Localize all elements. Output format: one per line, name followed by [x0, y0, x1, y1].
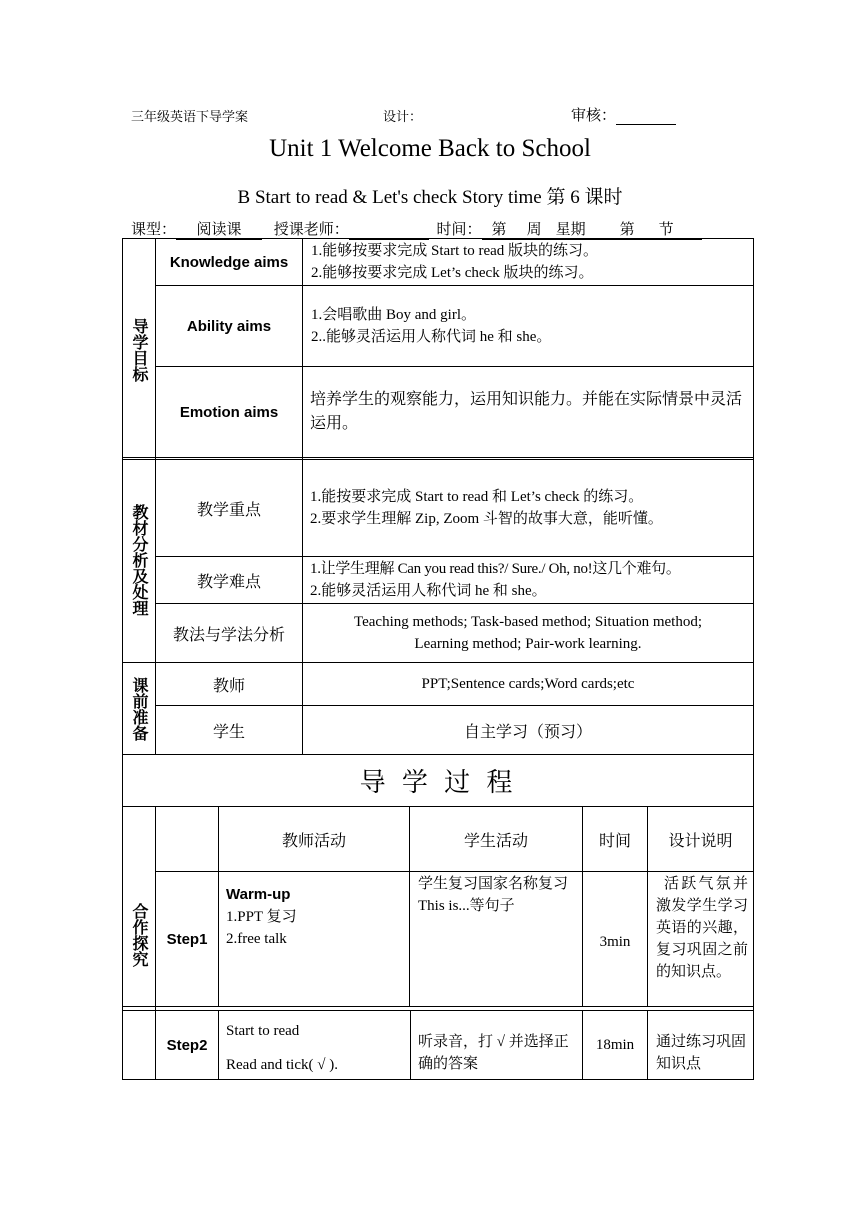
time-label: 时间：: [436, 222, 482, 238]
knowledge-aim-2: 2.能够按要求完成 Let’s check 版块的练习。: [311, 265, 594, 281]
methods-line-2: Learning method; Pair-work learning.: [414, 636, 642, 652]
knowledge-aim-1: 1.能够按要求完成 Start to read 版块的练习。: [311, 243, 599, 259]
step2-student-text: 听录音，打 √ 并选择正确的答案: [418, 1034, 569, 1072]
step1-teacher-line2: 2.free talk: [226, 931, 287, 947]
type-label: 课型：: [131, 222, 177, 238]
emotion-aim-text: 培养学生的观察能力，运用知识能力。并能在实际情景中灵活运用。: [310, 391, 743, 432]
doc-grade: 三年级英语下导学案: [131, 109, 249, 124]
prep-teacher-value: PPT;Sentence cards;Word cards;etc: [421, 675, 635, 692]
step2-note-text: 通过练习巩固知识点: [656, 1034, 747, 1072]
step1-note-text: 活跃气氛并激发学生学习英语的兴趣，复习巩固之前的知识点。: [656, 876, 748, 980]
week-suffix: 周: [526, 222, 542, 238]
key-points-label: 教学重点: [196, 501, 261, 519]
ability-aim-1: 1.会唱歌曲 Boy and girl。: [311, 307, 476, 323]
design-label: 设计：: [383, 109, 423, 124]
step1-teacher-line1: 1.PPT 复习: [226, 909, 297, 925]
col-student-activity: 学生活动: [463, 832, 528, 850]
col-time: 时间: [598, 832, 631, 850]
prep-section-text: 课前准备: [130, 676, 149, 741]
prep-student-label: 学生: [212, 723, 245, 741]
step1-teacher-activity: [226, 884, 406, 1004]
difficult-points-label: 教学难点: [196, 573, 261, 591]
prep-student-value: 自主学习（预习）: [463, 723, 592, 741]
step2-teacher-line2: Read and tick( √ ).: [226, 1057, 338, 1073]
emotion-aims-content: [310, 367, 750, 457]
methods-content: [303, 604, 753, 662]
aims-section-label: [123, 300, 155, 400]
page-subtitle: B Start to read & Let's check Story time 第 6 课时: [237, 187, 623, 208]
weekday: 星期: [555, 222, 586, 238]
step2-label: Step2: [166, 1036, 208, 1054]
review-blank: [616, 110, 676, 125]
col-teacher-activity: 教师活动: [281, 832, 346, 850]
knowledge-aims-content: [311, 239, 751, 285]
step1-student-text: 学生复习国家名称复习 This is...等句子: [418, 876, 569, 914]
process-section-label: [123, 880, 155, 990]
week-prefix: 第: [491, 222, 507, 238]
difficult-point-2: 2.能够灵活运用人称代词 he 和 she。: [310, 583, 547, 599]
prep-section-label: [123, 663, 155, 754]
step1-student-activity: [418, 873, 578, 993]
lesson-meta: [131, 218, 702, 240]
knowledge-aims-label: Knowledge aims: [169, 253, 289, 271]
methods-label: 教法与学法分析: [172, 626, 285, 644]
difficult-points-content: [310, 557, 753, 603]
step1-design-note: [656, 873, 748, 1007]
ability-aims-label: Ability aims: [186, 317, 272, 335]
step1-label: Step1: [166, 930, 208, 948]
time-blank: [482, 218, 702, 240]
aims-section-text: 导学目标: [130, 318, 149, 382]
emotion-aims-label: Emotion aims: [179, 403, 279, 421]
review-label: 审核：: [571, 108, 617, 124]
process-heading: 导 学 过 程: [359, 768, 517, 798]
key-point-2: 2.要求学生理解 Zip, Zoom 斗智的故事大意，能听懂。: [310, 511, 663, 527]
step1-time: 3min: [599, 933, 631, 950]
page-title: Unit 1 Welcome Back to School: [269, 135, 591, 162]
step2-student-activity: [418, 1031, 580, 1079]
prep-teacher-label: 教师: [212, 677, 245, 695]
col-design-note: 设计说明: [668, 832, 733, 850]
difficult-point-1: 1.让学生理解 Can you read this?/ Sure./ Oh, no!这几个难句。: [310, 561, 681, 577]
process-section-text: 合作探究: [130, 903, 149, 967]
step2-design-note: [656, 1031, 748, 1079]
materials-section-label: [123, 480, 155, 640]
teacher-label: 授课老师：: [273, 222, 349, 238]
key-points-content: [310, 460, 752, 556]
ability-aims-content: [311, 286, 751, 366]
step1-teacher-title: Warm-up: [226, 886, 291, 903]
period-prefix: 第: [619, 222, 635, 238]
ability-aim-2: 2..能够灵活运用人称代词 he 和 she。: [311, 329, 552, 345]
type-value: 阅读课: [176, 218, 262, 240]
methods-line-1: Teaching methods; Task-based method; Situation method;: [354, 614, 702, 630]
step2-teacher-line1: Start to read: [226, 1023, 300, 1039]
period-suffix: 节: [658, 222, 674, 238]
materials-section-text: 教材分析及处理: [130, 504, 149, 616]
key-point-1: 1.能按要求完成 Start to read 和 Let’s check 的练习。: [310, 489, 644, 505]
step2-teacher-activity: [226, 1020, 406, 1078]
review-field: [571, 104, 676, 125]
step2-time: 18min: [595, 1036, 635, 1053]
